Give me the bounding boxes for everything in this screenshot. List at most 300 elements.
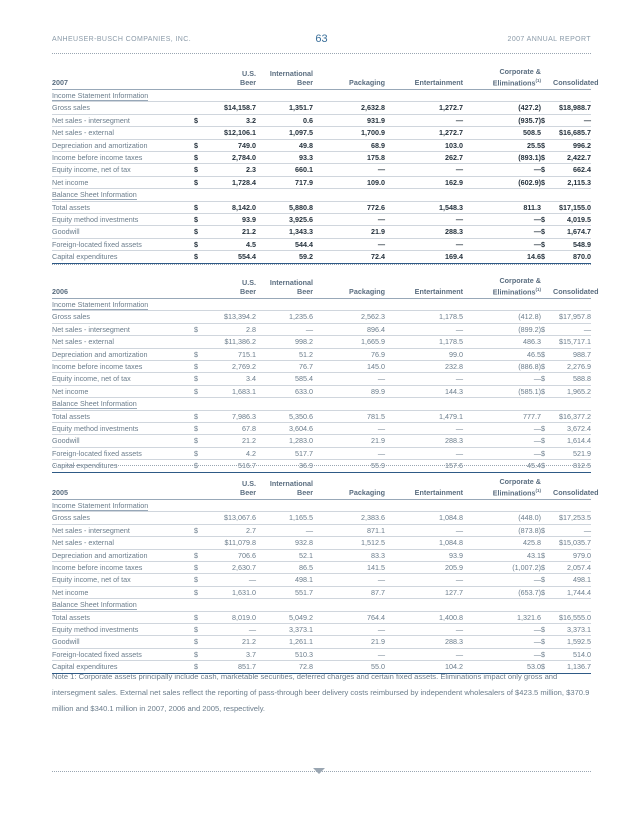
row-label: Net sales - external (52, 336, 194, 348)
currency-sign (541, 311, 553, 323)
currency-sign: $ (194, 524, 206, 536)
cell-entertainment: 1,084.8 (385, 512, 463, 524)
cell-international-beer: 998.2 (256, 336, 313, 348)
cell-corporate: — (463, 636, 541, 648)
row-label: Depreciation and amortization (52, 139, 194, 151)
table-row (52, 361, 591, 373)
cell-us-beer: 21.2 (206, 226, 256, 238)
cell-entertainment: 1,272.7 (385, 127, 463, 139)
currency-sign: $ (541, 586, 553, 598)
cell-entertainment: — (385, 373, 463, 385)
currency-sign: $ (194, 176, 206, 188)
cell-us-beer: 1,631.0 (206, 586, 256, 598)
col-packaging: Packaging (313, 63, 385, 90)
cell-us-beer: $13,067.6 (206, 512, 256, 524)
cell-entertainment: — (385, 524, 463, 536)
row-label: Equity income, net of tax (52, 373, 194, 385)
cell-packaging: 87.7 (313, 586, 385, 598)
cell-us-beer: $11,386.2 (206, 336, 256, 348)
cell-international-beer: 52.1 (256, 549, 313, 561)
currency-sign (194, 512, 206, 524)
cell-packaging: 1,512.5 (313, 537, 385, 549)
cell-entertainment: 1,178.5 (385, 336, 463, 348)
cell-packaging: 21.9 (313, 435, 385, 447)
col-entertainment: Entertainment (385, 473, 463, 500)
cell-packaging: — (313, 447, 385, 459)
cell-international-beer: — (256, 524, 313, 536)
cell-consolidated: 2,115.3 (553, 176, 591, 188)
row-label: Foreign-located fixed assets (52, 238, 194, 250)
cell-international-beer: 36.9 (256, 460, 313, 472)
cell-entertainment: 288.3 (385, 435, 463, 447)
col-corporate: Corporate & Eliminations$^{(1)}$ (463, 63, 541, 90)
col-consolidated: Consolidated (553, 272, 591, 299)
table-row (52, 348, 591, 360)
cell-us-beer: 2,784.0 (206, 152, 256, 164)
col-international-beer: International Beer (256, 473, 313, 500)
currency-sign: $ (194, 648, 206, 660)
col-packaging: Packaging (313, 473, 385, 500)
cell-consolidated: $17,957.8 (553, 311, 591, 323)
cell-us-beer: — (206, 624, 256, 636)
year-label: 2005 (52, 473, 194, 500)
cell-international-beer: 3,604.6 (256, 423, 313, 435)
cell-us-beer: 7,986.3 (206, 410, 256, 422)
cell-corporate: (448.0) (463, 512, 541, 524)
currency-sign: $ (194, 373, 206, 385)
currency-sign: $ (194, 323, 206, 335)
cell-entertainment: 262.7 (385, 152, 463, 164)
currency-sign: $ (541, 574, 553, 586)
currency-sign: $ (194, 152, 206, 164)
cell-international-beer: 51.2 (256, 348, 313, 360)
cell-consolidated: $15,035.7 (553, 537, 591, 549)
row-label: Net income (52, 586, 194, 598)
table-row (52, 423, 591, 435)
cell-entertainment: 99.0 (385, 348, 463, 360)
cell-corporate: 777.7 (463, 410, 541, 422)
currency-sign: $ (194, 423, 206, 435)
table-row (52, 139, 591, 151)
cell-corporate: (585.1) (463, 385, 541, 397)
segment-table-2006 (52, 272, 599, 473)
table-row (52, 102, 591, 114)
cell-consolidated: 521.9 (553, 447, 591, 459)
currency-sign: $ (541, 214, 553, 226)
cell-corporate: 25.5 (463, 139, 541, 151)
row-label: Goodwill (52, 226, 194, 238)
cell-packaging: 83.3 (313, 549, 385, 561)
currency-sign (194, 311, 206, 323)
currency-sign: $ (194, 410, 206, 422)
col-consolidated: Consolidated (553, 63, 591, 90)
cell-consolidated: 1,744.4 (553, 586, 591, 598)
cell-international-beer: 72.8 (256, 661, 313, 673)
cell-corporate: — (463, 226, 541, 238)
cell-consolidated: $18,988.7 (553, 102, 591, 114)
currency-sign: $ (541, 385, 553, 397)
cell-international-beer: 551.7 (256, 586, 313, 598)
cell-packaging: 1,700.9 (313, 127, 385, 139)
cell-corporate: — (463, 423, 541, 435)
cell-entertainment: 1,479.1 (385, 410, 463, 422)
currency-sign: $ (541, 636, 553, 648)
cell-international-beer: 585.4 (256, 373, 313, 385)
cell-us-beer: 2.7 (206, 524, 256, 536)
table-row (52, 537, 591, 549)
cell-corporate: — (463, 624, 541, 636)
currency-sign: $ (194, 139, 206, 151)
cell-us-beer: 2,630.7 (206, 562, 256, 574)
currency-sign: $ (541, 460, 553, 472)
report-title: 2007 ANNUAL REPORT (507, 36, 591, 43)
cell-consolidated: 1,674.7 (553, 226, 591, 238)
cell-packaging: 145.0 (313, 361, 385, 373)
section-subheading: Balance Sheet Information (52, 398, 591, 410)
currency-sign: $ (541, 164, 553, 176)
currency-sign: $ (194, 661, 206, 673)
currency-sign: $ (194, 611, 206, 623)
cell-packaging: 764.4 (313, 611, 385, 623)
currency-sign: $ (194, 385, 206, 397)
page-number: 63 (315, 33, 328, 45)
cell-us-beer: 516.7 (206, 460, 256, 472)
cell-corporate: — (463, 373, 541, 385)
currency-sign (194, 102, 206, 114)
cell-consolidated: $15,717.1 (553, 336, 591, 348)
cell-international-beer: 86.5 (256, 562, 313, 574)
cell-corporate: (935.7) (463, 114, 541, 126)
currency-sign: $ (541, 176, 553, 188)
cell-consolidated: 812.5 (553, 460, 591, 472)
cell-international-beer: 717.9 (256, 176, 313, 188)
cell-entertainment: 1,178.5 (385, 311, 463, 323)
currency-sign: $ (541, 549, 553, 561)
currency-sign: $ (541, 524, 553, 536)
cell-consolidated: 498.1 (553, 574, 591, 586)
row-label: Net sales - intersegment (52, 114, 194, 126)
cell-us-beer: $11,079.8 (206, 537, 256, 549)
row-label: Capital expenditures (52, 251, 194, 263)
cell-consolidated: 2,057.4 (553, 562, 591, 574)
footnote: Note 1: Corporate assets principally include cash, marketable securities, deferred charges and certain fixed assets. Eliminations impact only gross and intersegment sales. External net sales reflect the reporting of pass-through beer delivery costs reimbursed by independent wholesalers of $423.5 million, $370.9 million and $340.1 million in 2007, 2006 and 2005, respectively. (52, 672, 590, 713)
cell-packaging: 2,562.3 (313, 311, 385, 323)
currency-sign: $ (194, 114, 206, 126)
footer-triangle-icon (313, 768, 325, 774)
segment-table-2005 (52, 473, 599, 674)
cell-packaging: 781.5 (313, 410, 385, 422)
cell-us-beer: 2.8 (206, 323, 256, 335)
currency-sign: $ (541, 139, 553, 151)
currency-sign: $ (541, 661, 553, 673)
cell-consolidated: — (553, 323, 591, 335)
currency-sign: $ (194, 226, 206, 238)
cell-packaging: 1,665.9 (313, 336, 385, 348)
currency-sign: $ (194, 586, 206, 598)
cell-international-beer: 1,097.5 (256, 127, 313, 139)
currency-sign: $ (541, 361, 553, 373)
section-subheading: Balance Sheet Information (52, 189, 591, 201)
table-row (52, 435, 591, 447)
cell-us-beer: 749.0 (206, 139, 256, 151)
cell-us-beer: $14,158.7 (206, 102, 256, 114)
cell-consolidated: $17,253.5 (553, 512, 591, 524)
cell-packaging: — (313, 238, 385, 250)
table-header (52, 63, 591, 90)
table-row (52, 586, 591, 598)
cell-entertainment: 288.3 (385, 636, 463, 648)
cell-corporate: 53.0 (463, 661, 541, 673)
currency-sign: $ (194, 214, 206, 226)
table-row (52, 336, 591, 348)
cell-packaging: 175.8 (313, 152, 385, 164)
cell-us-beer: 1,683.1 (206, 385, 256, 397)
cell-entertainment: 162.9 (385, 176, 463, 188)
currency-sign: $ (194, 435, 206, 447)
cell-entertainment: 1,272.7 (385, 102, 463, 114)
cell-entertainment: 157.6 (385, 460, 463, 472)
currency-sign: $ (194, 636, 206, 648)
cell-packaging: 76.9 (313, 348, 385, 360)
cell-consolidated: — (553, 114, 591, 126)
cell-packaging: 55.9 (313, 460, 385, 472)
cell-packaging: 72.4 (313, 251, 385, 263)
currency-sign (194, 336, 206, 348)
cell-corporate: 43.1 (463, 549, 541, 561)
cell-corporate: (899.2) (463, 323, 541, 335)
row-label: Net sales - intersegment (52, 524, 194, 536)
currency-sign (541, 512, 553, 524)
col-entertainment: Entertainment (385, 272, 463, 299)
row-label: Gross sales (52, 512, 194, 524)
cell-us-beer: 8,142.0 (206, 201, 256, 213)
row-label: Depreciation and amortization (52, 348, 194, 360)
cell-corporate: 46.5 (463, 348, 541, 360)
cell-corporate: — (463, 574, 541, 586)
cell-international-beer: 49.8 (256, 139, 313, 151)
page-header (52, 33, 591, 49)
cell-us-beer: 8,019.0 (206, 611, 256, 623)
row-label: Capital expenditures (52, 661, 194, 673)
row-label: Equity income, net of tax (52, 574, 194, 586)
table-row (52, 164, 591, 176)
currency-sign (541, 410, 553, 422)
currency-sign: $ (541, 624, 553, 636)
cell-packaging: 21.9 (313, 636, 385, 648)
cell-packaging: — (313, 214, 385, 226)
col-us-beer: U.S. Beer (206, 473, 256, 500)
cell-entertainment: 127.7 (385, 586, 463, 598)
cell-consolidated: 979.0 (553, 549, 591, 561)
segment-table (52, 63, 599, 264)
cell-consolidated: 514.0 (553, 648, 591, 660)
cell-corporate: — (463, 164, 541, 176)
cell-us-beer: 3.7 (206, 648, 256, 660)
currency-sign: $ (194, 201, 206, 213)
currency-sign (194, 537, 206, 549)
segment-table-2007 (52, 63, 599, 264)
cell-entertainment: 93.9 (385, 549, 463, 561)
cell-corporate: 1,321.6 (463, 611, 541, 623)
cell-consolidated: $16,555.0 (553, 611, 591, 623)
cell-international-beer: 660.1 (256, 164, 313, 176)
currency-sign: $ (194, 574, 206, 586)
currency-sign: $ (194, 361, 206, 373)
cell-corporate: 14.6 (463, 251, 541, 263)
cell-us-beer: 3.4 (206, 373, 256, 385)
cell-consolidated: 588.8 (553, 373, 591, 385)
section-divider (52, 465, 591, 466)
table-row (52, 524, 591, 536)
cell-entertainment: 1,084.8 (385, 537, 463, 549)
row-label: Income before income taxes (52, 152, 194, 164)
table-header (52, 473, 591, 500)
cell-international-beer: 76.7 (256, 361, 313, 373)
cell-international-beer: 3,925.6 (256, 214, 313, 226)
year-label: 2006 (52, 272, 194, 299)
cell-international-beer: 5,049.2 (256, 611, 313, 623)
row-label: Total assets (52, 611, 194, 623)
col-corporate: Corporate & Eliminations$^{(1)}$ (463, 272, 541, 299)
row-label: Foreign-located fixed assets (52, 648, 194, 660)
cell-international-beer: 544.4 (256, 238, 313, 250)
cell-us-beer: 93.9 (206, 214, 256, 226)
cell-entertainment: 288.3 (385, 226, 463, 238)
year-label: 2007 (52, 63, 194, 90)
cell-corporate: 486.3 (463, 336, 541, 348)
table-row (52, 201, 591, 213)
currency-sign: $ (541, 152, 553, 164)
currency-sign (194, 127, 206, 139)
cell-consolidated: 1,592.5 (553, 636, 591, 648)
currency-sign (541, 127, 553, 139)
cell-international-beer: 517.7 (256, 447, 313, 459)
cell-corporate: 811.3 (463, 201, 541, 213)
cell-packaging: 89.9 (313, 385, 385, 397)
cell-entertainment: — (385, 214, 463, 226)
col-international-beer: International Beer (256, 63, 313, 90)
currency-sign (541, 336, 553, 348)
cell-corporate: — (463, 447, 541, 459)
cell-corporate: — (463, 435, 541, 447)
cell-consolidated: 996.2 (553, 139, 591, 151)
col-us-beer: U.S. Beer (206, 272, 256, 299)
cell-entertainment: — (385, 648, 463, 660)
currency-sign: $ (541, 348, 553, 360)
cell-packaging: — (313, 373, 385, 385)
cell-corporate: — (463, 648, 541, 660)
currency-sign: $ (541, 648, 553, 660)
cell-consolidated: 3,672.4 (553, 423, 591, 435)
cell-international-beer: 1,343.3 (256, 226, 313, 238)
cell-packaging: 21.9 (313, 226, 385, 238)
cell-entertainment: — (385, 114, 463, 126)
row-label: Equity income, net of tax (52, 164, 194, 176)
cell-consolidated: 3,373.1 (553, 624, 591, 636)
cell-entertainment: 103.0 (385, 139, 463, 151)
col-packaging: Packaging (313, 272, 385, 299)
cell-packaging: — (313, 164, 385, 176)
cell-consolidated: 1,965.2 (553, 385, 591, 397)
cell-entertainment: — (385, 164, 463, 176)
section-subheading: Income Statement Information (52, 90, 591, 102)
table-header (52, 272, 591, 299)
row-label: Foreign-located fixed assets (52, 447, 194, 459)
currency-sign: $ (194, 238, 206, 250)
table-row (52, 624, 591, 636)
cell-packaging: 109.0 (313, 176, 385, 188)
cell-entertainment: 169.4 (385, 251, 463, 263)
cell-international-beer: 498.1 (256, 574, 313, 586)
cell-us-beer: 3.2 (206, 114, 256, 126)
cell-international-beer: 93.3 (256, 152, 313, 164)
cell-entertainment: — (385, 624, 463, 636)
currency-sign: $ (541, 435, 553, 447)
cell-international-beer: 59.2 (256, 251, 313, 263)
currency-sign: $ (541, 323, 553, 335)
row-label: Equity method investments (52, 423, 194, 435)
row-label: Depreciation and amortization (52, 549, 194, 561)
cell-us-beer: 706.6 (206, 549, 256, 561)
cell-us-beer: 2,769.2 (206, 361, 256, 373)
cell-international-beer: 633.0 (256, 385, 313, 397)
cell-consolidated: 1,136.7 (553, 661, 591, 673)
col-consolidated: Consolidated (553, 473, 591, 500)
cell-consolidated: $16,685.7 (553, 127, 591, 139)
table-row (52, 251, 591, 263)
company-name: ANHEUSER-BUSCH COMPANIES, INC. (52, 36, 192, 43)
cell-consolidated: 662.4 (553, 164, 591, 176)
section-subheading: Balance Sheet Information (52, 599, 591, 611)
currency-sign: $ (541, 423, 553, 435)
currency-sign: $ (194, 624, 206, 636)
row-label: Net income (52, 385, 194, 397)
currency-sign: $ (541, 373, 553, 385)
cell-corporate: (873.8) (463, 524, 541, 536)
cell-corporate: (427.2) (463, 102, 541, 114)
table-row (52, 574, 591, 586)
section-subheading: Income Statement Information (52, 299, 591, 311)
cell-packaging: 772.6 (313, 201, 385, 213)
cell-entertainment: — (385, 238, 463, 250)
cell-packaging: 141.5 (313, 562, 385, 574)
currency-sign: $ (194, 164, 206, 176)
currency-sign (541, 537, 553, 549)
cell-entertainment: — (385, 574, 463, 586)
currency-sign: $ (194, 447, 206, 459)
table-row (52, 311, 591, 323)
row-label: Capital expenditures (52, 460, 194, 472)
cell-packaging: 896.4 (313, 323, 385, 335)
cell-international-beer: 1,165.5 (256, 512, 313, 524)
cell-us-beer: $12,106.1 (206, 127, 256, 139)
currency-sign: $ (541, 114, 553, 126)
table-row (52, 226, 591, 238)
segment-table (52, 473, 599, 674)
cell-us-beer: 4.5 (206, 238, 256, 250)
cell-consolidated: 548.9 (553, 238, 591, 250)
cell-packaging: — (313, 574, 385, 586)
table-row (52, 127, 591, 139)
currency-sign: $ (541, 238, 553, 250)
cell-us-beer: 2.3 (206, 164, 256, 176)
cell-entertainment: 205.9 (385, 562, 463, 574)
table-row (52, 549, 591, 561)
cell-international-beer: 1,351.7 (256, 102, 313, 114)
table-row (52, 385, 591, 397)
cell-us-beer: 715.1 (206, 348, 256, 360)
cell-corporate: (886.8) (463, 361, 541, 373)
